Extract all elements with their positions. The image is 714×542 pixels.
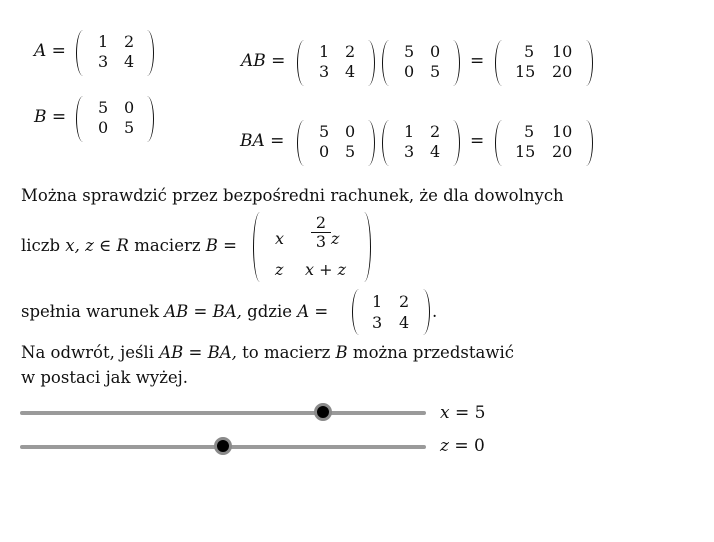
product-ba: BA = 5 0 0 5 1 2 3 4 = 5 10 15 20 bbox=[240, 120, 600, 166]
matrix-cell: z bbox=[275, 260, 284, 279]
slider-x-handle[interactable] bbox=[314, 403, 332, 421]
slider-z-var: z bbox=[440, 436, 449, 456]
matrix-cell: 20 bbox=[552, 142, 573, 161]
matrix-cell: 3 bbox=[404, 142, 415, 161]
product-ba-right bbox=[382, 120, 460, 166]
slider-x-var: x bbox=[440, 403, 450, 423]
text-fragment: ∈ bbox=[93, 236, 117, 255]
text-line-4 bbox=[21, 343, 514, 362]
math-vars: x, z bbox=[65, 236, 94, 255]
matrix-cell: 0 bbox=[430, 42, 441, 61]
matrix-cell: 20 bbox=[552, 62, 573, 81]
matrix-cell: 0 bbox=[319, 142, 330, 161]
product-ab: AB = 1 2 3 4 5 0 0 5 = 5 10 15 20 bbox=[241, 40, 601, 86]
text-fragment: można przedstawić bbox=[347, 343, 514, 362]
fraction bbox=[311, 214, 331, 251]
matrix-cell: 5 bbox=[524, 122, 535, 141]
math-var: A bbox=[297, 302, 310, 321]
matrix-cell: z bbox=[331, 229, 340, 248]
text-line-1: Można sprawdzić przez bezpośredni rachunek, że dla dowolnych bbox=[21, 186, 564, 205]
matrix-cell: 5 bbox=[319, 122, 330, 141]
math-set: R bbox=[116, 236, 129, 255]
matrix-a bbox=[76, 30, 154, 76]
matrix-cell: 10 bbox=[552, 42, 573, 61]
matrix-cell: 1 bbox=[404, 122, 415, 141]
inline-matrix-a bbox=[352, 289, 430, 335]
slider-z[interactable] bbox=[20, 435, 426, 459]
text-fragment: macierz bbox=[128, 236, 206, 255]
matrix-cell: 5 bbox=[524, 42, 535, 61]
matrix-cell: 1 bbox=[319, 42, 330, 61]
matrix-cell: 4 bbox=[399, 313, 410, 332]
matrix-a-cell: 3 bbox=[98, 52, 109, 71]
matrix-cell: 3 bbox=[372, 313, 383, 332]
matrix-cell: x + z bbox=[305, 260, 347, 279]
slider-z-label: z = 0 bbox=[440, 436, 485, 456]
text-fragment: to macierz bbox=[236, 343, 336, 362]
slider-x[interactable] bbox=[20, 401, 426, 425]
math-var: B bbox=[205, 236, 218, 255]
matrix-b-name: B bbox=[34, 107, 47, 127]
matrix-a-definition: A = 1 2 3 4 bbox=[34, 30, 164, 76]
matrix-cell: 5 bbox=[404, 42, 415, 61]
matrix-cell: 5 bbox=[430, 62, 441, 81]
text-line-3 bbox=[21, 302, 328, 321]
matrix-cell: 15 bbox=[515, 62, 536, 81]
slider-x-value: 5 bbox=[474, 403, 486, 423]
matrix-a-name: A bbox=[34, 41, 47, 61]
matrix-cell: 2 bbox=[430, 122, 441, 141]
text-fragment: spełnia warunek bbox=[21, 302, 165, 321]
product-ab-lhs: AB bbox=[241, 51, 266, 71]
slider-x-track[interactable] bbox=[20, 411, 426, 415]
matrix-cell: 0 bbox=[345, 122, 356, 141]
matrix-cell: 15 bbox=[515, 142, 536, 161]
text-fragment: gdzie bbox=[241, 302, 298, 321]
math-var: B bbox=[335, 343, 348, 362]
matrix-b-definition: B = 5 0 0 5 bbox=[34, 96, 164, 142]
product-ab-left bbox=[297, 40, 375, 86]
matrix-b-cell: 5 bbox=[124, 118, 135, 137]
matrix-a-cell: 1 bbox=[98, 32, 109, 51]
matrix-cell: 0 bbox=[404, 62, 415, 81]
matrix-b bbox=[76, 96, 154, 142]
matrix-cell: 10 bbox=[552, 122, 573, 141]
matrix-cell: 4 bbox=[345, 62, 356, 81]
matrix-b-cell: 5 bbox=[98, 98, 109, 117]
matrix-cell: 4 bbox=[430, 142, 441, 161]
matrix-cell: x bbox=[275, 229, 285, 248]
slider-x-label: x = 5 bbox=[440, 403, 486, 423]
text-line-5: w postaci jak wyżej. bbox=[21, 368, 189, 387]
matrix-cell: 2 bbox=[399, 292, 410, 311]
product-ab-result bbox=[495, 40, 593, 86]
fraction-denominator: 3 bbox=[315, 232, 327, 251]
text-fragment: = bbox=[309, 302, 329, 321]
math-condition: AB = BA, bbox=[159, 343, 237, 362]
fraction-numerator: 2 bbox=[311, 214, 331, 233]
text-period: . bbox=[432, 302, 438, 321]
matrix-b-cell: 0 bbox=[98, 118, 109, 137]
matrix-cell: 5 bbox=[345, 142, 356, 161]
text-line-2 bbox=[21, 236, 237, 255]
math-condition: AB = BA, bbox=[164, 302, 242, 321]
product-ba-left bbox=[297, 120, 375, 166]
product-ba-lhs: BA bbox=[240, 131, 265, 151]
matrix-cell: 3 bbox=[319, 62, 330, 81]
general-b-matrix bbox=[253, 212, 371, 282]
matrix-cell: 2 bbox=[345, 42, 356, 61]
slider-z-value: 0 bbox=[474, 436, 485, 456]
matrix-b-cell: 0 bbox=[124, 98, 135, 117]
product-ba-result bbox=[495, 120, 593, 166]
text-fragment: = bbox=[217, 236, 238, 255]
matrix-cell: 1 bbox=[372, 292, 383, 311]
slider-z-handle[interactable] bbox=[214, 437, 232, 455]
matrix-a-cell: 4 bbox=[124, 52, 135, 71]
matrix-a-cell: 2 bbox=[124, 32, 135, 51]
text-fragment: liczb bbox=[21, 236, 66, 255]
product-ab-right bbox=[382, 40, 460, 86]
text-fragment: Na odwrót, jeśli bbox=[21, 343, 160, 362]
